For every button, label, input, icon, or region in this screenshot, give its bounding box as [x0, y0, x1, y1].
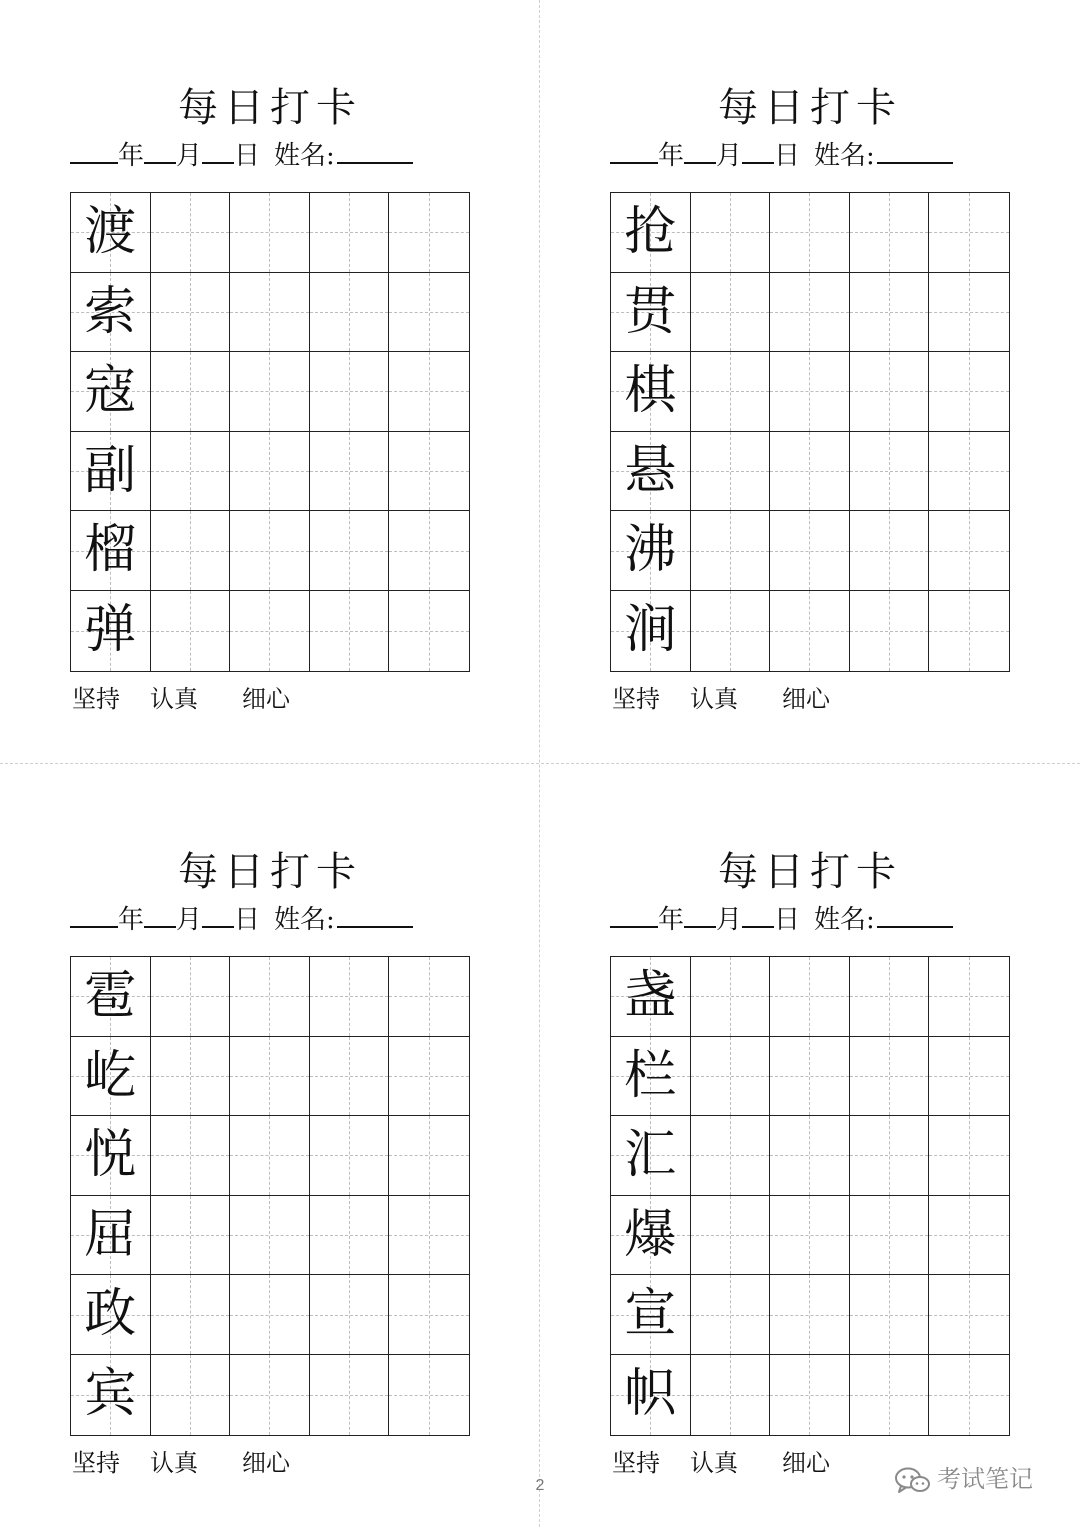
practice-cell[interactable] [850, 1196, 930, 1276]
model-character: 涧 [624, 600, 677, 660]
card-title: 每日打卡 [178, 85, 362, 131]
practice-cell[interactable] [850, 432, 930, 512]
practice-cell[interactable] [389, 511, 469, 591]
model-char-cell [611, 352, 691, 432]
practice-cell[interactable] [929, 1037, 1009, 1117]
practice-cell[interactable] [230, 1116, 310, 1196]
day-label: 日 [234, 905, 261, 935]
name-blank[interactable] [877, 902, 953, 928]
date-name-line [610, 902, 1010, 938]
model-character: 抢 [624, 202, 677, 262]
practice-cell[interactable] [151, 193, 231, 273]
practice-cell[interactable] [691, 1037, 771, 1117]
practice-card [610, 78, 1050, 713]
practice-cell[interactable] [230, 432, 310, 512]
practice-cell[interactable] [230, 193, 310, 273]
model-char-cell [71, 1037, 151, 1117]
practice-cell[interactable] [151, 1037, 231, 1117]
motto-earnest: 认真 [150, 1449, 198, 1477]
model-char-cell [611, 1116, 691, 1196]
model-character: 贯 [624, 281, 677, 342]
motto-careful: 细心 [242, 685, 290, 713]
model-character: 寇 [84, 361, 137, 422]
practice-cell[interactable] [850, 1037, 930, 1117]
year-label: 年 [658, 141, 685, 171]
practice-cell[interactable] [310, 193, 390, 273]
practice-cell[interactable] [929, 591, 1009, 671]
practice-cell[interactable] [310, 1196, 390, 1276]
horizontal-cut-line [0, 763, 1080, 764]
day-blank[interactable] [202, 902, 234, 928]
practice-cell[interactable] [389, 591, 469, 671]
name-label: 姓名: [814, 905, 875, 935]
practice-cell[interactable] [691, 1275, 771, 1355]
practice-cell[interactable] [310, 273, 390, 353]
practice-cell[interactable] [389, 432, 469, 512]
practice-cell[interactable] [770, 273, 850, 353]
practice-cell[interactable] [230, 1196, 310, 1276]
month-blank[interactable] [684, 902, 716, 928]
motto-careful: 细心 [782, 1449, 830, 1477]
year-label: 年 [658, 905, 685, 935]
practice-cell[interactable] [850, 591, 930, 671]
model-character: 爆 [624, 1204, 677, 1265]
model-character: 屈 [84, 1204, 137, 1265]
model-char-cell [71, 957, 151, 1037]
practice-cell[interactable] [929, 1116, 1009, 1196]
watermark-text: 考试笔记 [937, 1466, 1033, 1493]
practice-cell[interactable] [389, 193, 469, 273]
practice-cell[interactable] [929, 511, 1009, 591]
practice-cell[interactable] [151, 1275, 231, 1355]
model-character: 帜 [624, 1364, 677, 1424]
model-char-cell [71, 1196, 151, 1276]
practice-cell[interactable] [151, 1196, 231, 1276]
model-character: 榴 [84, 520, 137, 581]
practice-cell[interactable] [389, 1116, 469, 1196]
model-char-cell [611, 193, 691, 273]
year-label: 年 [118, 141, 145, 171]
practice-cell[interactable] [310, 352, 390, 432]
model-char-cell [71, 1355, 151, 1435]
model-character: 雹 [84, 966, 137, 1026]
practice-cell[interactable] [770, 432, 850, 512]
date-name-line [70, 902, 470, 938]
model-char-cell [611, 1355, 691, 1435]
model-char-cell [611, 591, 691, 671]
practice-cell[interactable] [230, 1037, 310, 1117]
card-title: 每日打卡 [178, 849, 362, 895]
model-character: 政 [84, 1284, 137, 1345]
practice-cell[interactable] [929, 1196, 1009, 1276]
practice-cell[interactable] [230, 273, 310, 353]
model-char-cell [71, 1275, 151, 1355]
practice-cell[interactable] [691, 1196, 771, 1276]
month-blank[interactable] [144, 902, 176, 928]
model-character: 沸 [624, 520, 677, 581]
year-blank[interactable] [70, 138, 118, 164]
practice-cell[interactable] [230, 511, 310, 591]
motto-careful: 细心 [242, 1449, 290, 1477]
practice-cell[interactable] [389, 352, 469, 432]
model-character: 屹 [84, 1045, 137, 1106]
practice-cell[interactable] [691, 1116, 771, 1196]
model-char-cell [71, 352, 151, 432]
practice-card [610, 842, 1050, 1477]
practice-cell[interactable] [770, 511, 850, 591]
practice-cell[interactable] [691, 591, 771, 671]
practice-cell[interactable] [691, 193, 771, 273]
practice-cell[interactable] [691, 432, 771, 512]
day-blank[interactable] [742, 138, 774, 164]
motto-careful: 细心 [782, 685, 830, 713]
model-char-cell [611, 273, 691, 353]
practice-cell[interactable] [389, 273, 469, 353]
month-label: 月 [176, 141, 203, 171]
motto-earnest: 认真 [690, 1449, 738, 1477]
motto [612, 682, 1012, 716]
practice-cell[interactable] [850, 957, 930, 1037]
model-character: 棋 [624, 361, 677, 422]
practice-cell[interactable] [770, 1275, 850, 1355]
practice-cell[interactable] [389, 1037, 469, 1117]
motto-persist: 坚持 [72, 685, 120, 713]
year-blank[interactable] [610, 138, 658, 164]
practice-cell[interactable] [929, 1275, 1009, 1355]
practice-cell[interactable] [850, 193, 930, 273]
year-blank[interactable] [610, 902, 658, 928]
practice-cell[interactable] [691, 273, 771, 353]
practice-cell[interactable] [850, 1355, 930, 1435]
practice-cell[interactable] [151, 352, 231, 432]
writing-grid [610, 956, 1010, 1436]
practice-cell[interactable] [770, 1116, 850, 1196]
practice-cell[interactable] [230, 352, 310, 432]
practice-cell[interactable] [151, 1116, 231, 1196]
practice-cell[interactable] [230, 1275, 310, 1355]
practice-cell[interactable] [310, 1037, 390, 1117]
writing-grid [70, 192, 470, 672]
date-name-line [70, 138, 470, 174]
practice-cell[interactable] [310, 1275, 390, 1355]
practice-cell[interactable] [929, 1355, 1009, 1435]
model-character: 宾 [84, 1364, 137, 1424]
practice-cell[interactable] [389, 1355, 469, 1435]
practice-cell[interactable] [389, 1275, 469, 1355]
practice-card [70, 842, 510, 1477]
practice-cell[interactable] [151, 511, 231, 591]
writing-grid [70, 956, 470, 1436]
practice-cell[interactable] [151, 591, 231, 671]
practice-cell[interactable] [850, 511, 930, 591]
practice-cell[interactable] [151, 1355, 231, 1435]
model-char-cell [611, 957, 691, 1037]
month-label: 月 [716, 141, 743, 171]
practice-cell[interactable] [770, 1355, 850, 1435]
model-character: 悦 [84, 1125, 137, 1186]
date-name-line [610, 138, 1010, 174]
model-char-cell [71, 273, 151, 353]
name-blank[interactable] [877, 138, 953, 164]
model-character: 副 [84, 440, 137, 501]
model-char-cell [71, 1116, 151, 1196]
model-character: 宣 [624, 1284, 677, 1345]
month-label: 月 [176, 905, 203, 935]
model-char-cell [71, 432, 151, 512]
practice-cell[interactable] [310, 1116, 390, 1196]
motto [72, 1446, 472, 1480]
name-label: 姓名: [274, 905, 335, 935]
wechat-icon [895, 1467, 931, 1495]
name-blank[interactable] [337, 902, 413, 928]
practice-cell[interactable] [929, 193, 1009, 273]
model-character: 汇 [624, 1125, 677, 1186]
model-char-cell [611, 1196, 691, 1276]
model-character: 栏 [624, 1045, 677, 1106]
day-label: 日 [774, 141, 801, 171]
practice-cell[interactable] [310, 957, 390, 1037]
practice-cell[interactable] [929, 957, 1009, 1037]
practice-cell[interactable] [850, 1275, 930, 1355]
month-blank[interactable] [684, 138, 716, 164]
model-character: 渡 [84, 202, 137, 262]
practice-cell[interactable] [310, 591, 390, 671]
practice-cell[interactable] [770, 352, 850, 432]
practice-cell[interactable] [770, 1196, 850, 1276]
model-char-cell [611, 1275, 691, 1355]
day-blank[interactable] [202, 138, 234, 164]
practice-cell[interactable] [770, 957, 850, 1037]
practice-cell[interactable] [929, 273, 1009, 353]
year-blank[interactable] [70, 902, 118, 928]
model-character: 盏 [624, 966, 677, 1026]
practice-cell[interactable] [389, 1196, 469, 1276]
writing-grid [610, 192, 1010, 672]
model-char-cell [611, 511, 691, 591]
practice-cell[interactable] [151, 432, 231, 512]
model-character: 悬 [624, 440, 677, 501]
name-label: 姓名: [274, 141, 335, 171]
practice-cell[interactable] [850, 352, 930, 432]
motto-earnest: 认真 [150, 685, 198, 713]
day-label: 日 [234, 141, 261, 171]
practice-cell[interactable] [230, 591, 310, 671]
month-label: 月 [716, 905, 743, 935]
practice-cell[interactable] [691, 957, 771, 1037]
model-character: 弹 [84, 600, 137, 660]
practice-cell[interactable] [310, 432, 390, 512]
month-blank[interactable] [144, 138, 176, 164]
name-blank[interactable] [337, 138, 413, 164]
practice-cell[interactable] [151, 273, 231, 353]
day-blank[interactable] [742, 902, 774, 928]
model-char-cell [611, 432, 691, 512]
practice-cell[interactable] [230, 957, 310, 1037]
model-character: 索 [84, 281, 137, 342]
motto-persist: 坚持 [612, 1449, 660, 1477]
model-char-cell [71, 591, 151, 671]
card-title: 每日打卡 [718, 849, 902, 895]
page-number: 2 [535, 1477, 545, 1494]
practice-cell[interactable] [850, 1116, 930, 1196]
practice-cell[interactable] [850, 273, 930, 353]
practice-cell[interactable] [691, 352, 771, 432]
practice-cell[interactable] [310, 511, 390, 591]
model-char-cell [611, 1037, 691, 1117]
practice-cell[interactable] [389, 957, 469, 1037]
motto-earnest: 认真 [690, 685, 738, 713]
practice-card [70, 78, 510, 713]
practice-cell[interactable] [310, 1355, 390, 1435]
practice-cell[interactable] [770, 1037, 850, 1117]
practice-cell[interactable] [929, 352, 1009, 432]
motto [72, 682, 472, 716]
year-label: 年 [118, 905, 145, 935]
watermark [895, 1460, 1055, 1500]
practice-cell[interactable] [151, 957, 231, 1037]
model-char-cell [71, 511, 151, 591]
motto-persist: 坚持 [72, 1449, 120, 1477]
practice-cell[interactable] [770, 591, 850, 671]
model-char-cell [71, 193, 151, 273]
day-label: 日 [774, 905, 801, 935]
name-label: 姓名: [814, 141, 875, 171]
card-title: 每日打卡 [718, 85, 902, 131]
practice-cell[interactable] [230, 1355, 310, 1435]
practice-cell[interactable] [691, 511, 771, 591]
practice-cell[interactable] [691, 1355, 771, 1435]
motto-persist: 坚持 [612, 685, 660, 713]
practice-cell[interactable] [770, 193, 850, 273]
practice-cell[interactable] [929, 432, 1009, 512]
